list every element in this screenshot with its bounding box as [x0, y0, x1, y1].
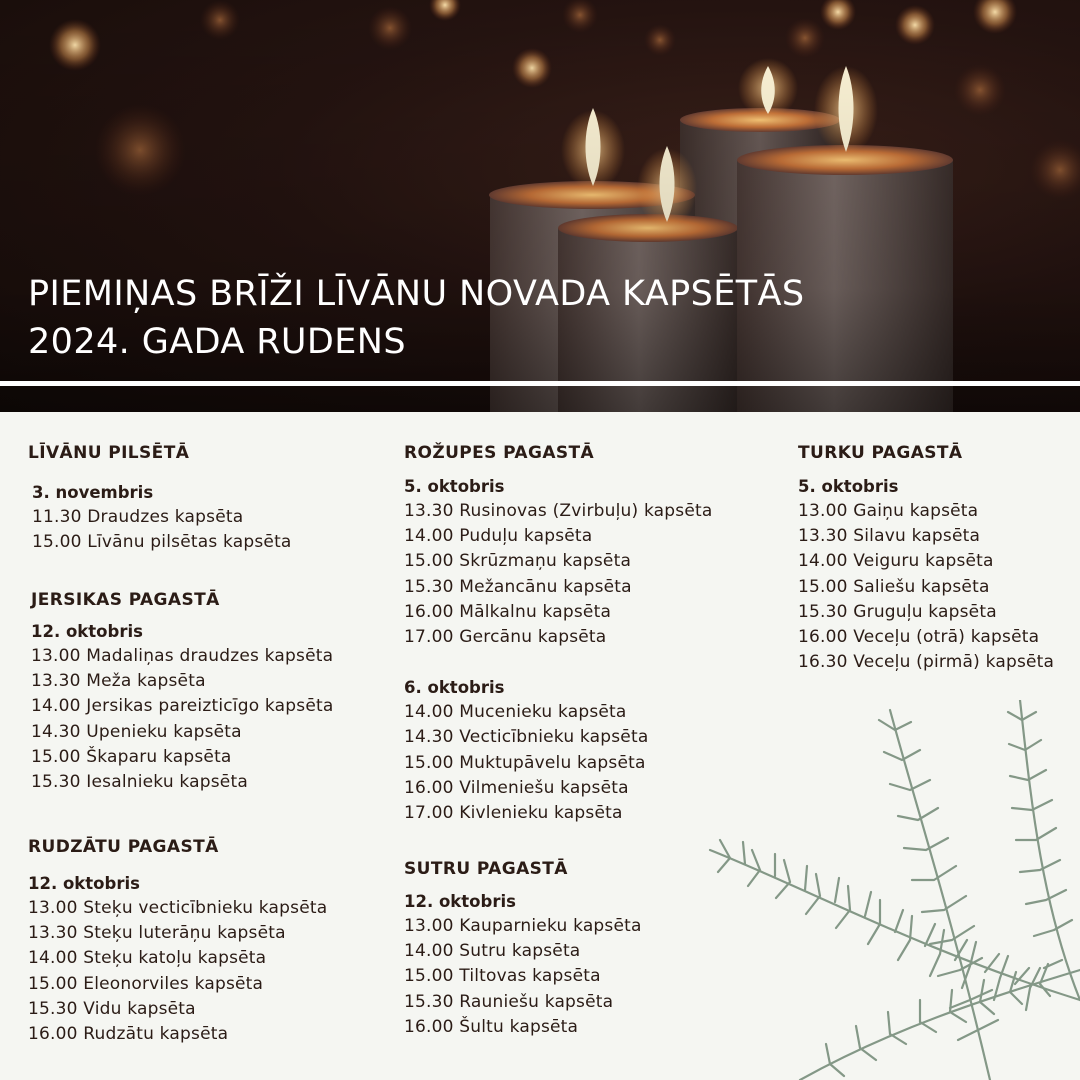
list-item: 15.30 Gruguļu kapsēta — [798, 601, 997, 622]
list-item: 15.00 Muktupāvelu kapsēta — [404, 752, 646, 773]
list-item: 13.00 Steķu vecticībnieku kapsēta — [28, 898, 328, 918]
list-item: 14.00 Steķu katoļu kapsēta — [28, 948, 267, 969]
section-heading: JERSIKAS PAGASTĀ — [31, 590, 220, 610]
day-date: 5. oktobris — [404, 477, 505, 496]
list-item: 16.00 Veceļu (otrā) kapsēta — [798, 627, 1040, 648]
list-item: 16.00 Vilmeniešu kapsēta — [404, 777, 629, 798]
day-date: 12. oktobris — [31, 622, 143, 641]
day-date: 5. oktobris — [798, 477, 899, 496]
list-item: 15.00 Saliešu kapsēta — [798, 576, 990, 597]
day-block — [404, 474, 713, 650]
list-item: 13.00 Kauparnieku kapsēta — [404, 916, 642, 936]
day-block — [28, 480, 292, 555]
list-item: 14.30 Vecticībnieku kapsēta — [404, 727, 649, 748]
list-item: 14.00 Veiguru kapsēta — [798, 551, 994, 572]
list-item: 16.30 Veceļu (pirmā) kapsēta — [798, 652, 1055, 673]
list-item: 15.30 Mežancānu kapsēta — [404, 576, 632, 597]
list-item: 14.00 Jersikas pareizticīgo kapsēta — [31, 696, 334, 717]
section-rudzati — [28, 837, 327, 1047]
section-turki — [798, 443, 1054, 675]
list-item: 11.30 Draudzes kapsēta — [32, 507, 244, 527]
list-item: 14.00 Mucenieku kapsēta — [404, 702, 627, 723]
list-item: 13.30 Rusinovas (Zvirbuļu) kapsēta — [404, 501, 713, 521]
day-date: 12. oktobris — [28, 874, 140, 893]
title-line-2: 2024. GADA RUDENS — [28, 322, 406, 362]
section-jersika — [31, 590, 333, 795]
section-rozupe — [404, 443, 713, 826]
list-item: 16.00 Rudzātu kapsēta — [28, 1024, 229, 1045]
section-heading: TURKU PAGASTĀ — [798, 443, 963, 463]
day-block — [404, 675, 713, 826]
list-item: 14.00 Puduļu kapsēta — [404, 526, 593, 547]
section-heading: ROŽUPES PAGASTĀ — [404, 443, 595, 463]
page-title — [28, 270, 804, 366]
list-item: 13.30 Silavu kapsēta — [798, 526, 981, 547]
title-divider — [0, 381, 1080, 386]
day-block — [798, 474, 1054, 675]
list-item: 13.00 Madaliņas draudzes kapsēta — [31, 646, 334, 666]
day-block — [404, 889, 642, 1040]
list-item: 15.00 Skrūzmaņu kapsēta — [404, 551, 632, 572]
day-block — [28, 871, 327, 1047]
list-item: 14.30 Upenieku kapsēta — [31, 721, 242, 742]
section-heading: LĪVĀNU PILSĒTĀ — [28, 443, 190, 463]
section-sutri — [404, 859, 642, 1040]
title-line-1: PIEMIŅAS BRĪŽI LĪVĀNU NOVADA KAPSĒTĀS — [28, 274, 805, 314]
section-heading: RUDZĀTU PAGASTĀ — [28, 837, 219, 857]
day-date: 3. novembris — [32, 483, 154, 502]
list-item: 15.30 Iesalnieku kapsēta — [31, 772, 248, 793]
list-item: 15.30 Rauniešu kapsēta — [404, 991, 614, 1012]
list-item: 17.00 Kivlenieku kapsēta — [404, 803, 623, 824]
list-item: 15.00 Eleonorviles kapsēta — [28, 973, 264, 994]
section-livani — [28, 443, 292, 555]
section-heading: SUTRU PAGASTĀ — [404, 859, 568, 879]
day-date: 6. oktobris — [404, 678, 505, 698]
list-item: 15.00 Škaparu kapsēta — [31, 746, 232, 767]
list-item: 15.00 Līvānu pilsētas kapsēta — [32, 532, 292, 553]
list-item: 13.30 Steķu luterāņu kapsēta — [28, 923, 286, 944]
list-item: 16.00 Šultu kapsēta — [404, 1016, 579, 1037]
list-item: 15.00 Tiltovas kapsēta — [404, 966, 601, 987]
list-item: 13.30 Meža kapsēta — [31, 671, 206, 692]
list-item: 15.30 Vidu kapsēta — [28, 998, 196, 1019]
hero-candles-photo — [0, 0, 1080, 412]
day-block — [31, 619, 333, 795]
day-date: 12. oktobris — [404, 892, 516, 911]
list-item: 17.00 Gercānu kapsēta — [404, 627, 607, 648]
fir-branch-illustration — [690, 700, 1080, 1080]
list-item: 14.00 Sutru kapsēta — [404, 941, 581, 962]
list-item: 13.00 Gaiņu kapsēta — [798, 501, 979, 521]
list-item: 16.00 Mālkalnu kapsēta — [404, 601, 612, 622]
